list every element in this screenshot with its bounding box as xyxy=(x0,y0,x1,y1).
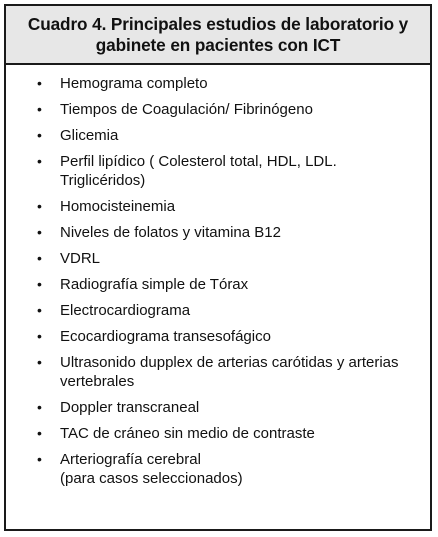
list-item-text: VDRL xyxy=(60,250,101,267)
list-item-text: Hemograma completo xyxy=(60,75,208,92)
list-item-text: Homocisteinemia xyxy=(60,198,176,215)
list-item-text: Arteriografía cerebral xyxy=(60,451,201,468)
list-item xyxy=(6,398,430,417)
list-item xyxy=(6,424,430,443)
list-item-text-continued: vertebrales xyxy=(60,373,135,390)
list-item xyxy=(6,152,430,190)
bullet-icon: • xyxy=(37,198,42,214)
list-item-text: Ultrasonido dupplex de arterias carótidas y arterias xyxy=(60,354,399,371)
list-item-text: Electrocardiograma xyxy=(60,302,191,319)
list-item-text: Doppler transcraneal xyxy=(60,399,200,416)
table-title xyxy=(28,14,408,56)
bullet-icon: • xyxy=(37,250,42,266)
bullet-icon: • xyxy=(37,451,42,467)
bullet-icon: • xyxy=(37,75,42,91)
list-item-text-continued: (para casos seleccionados) xyxy=(60,470,243,487)
list-item-text: Ecocardiograma transesofágico xyxy=(60,328,271,345)
list-item-text: Radiografía simple de Tórax xyxy=(60,276,249,293)
list-item-text: TAC de cráneo sin medio de contraste xyxy=(60,425,315,442)
list-item xyxy=(6,126,430,145)
table-title-line-1: Cuadro 4. Principales estudios de laboratorio y xyxy=(27,13,409,34)
list-item-text: Niveles de folatos y vitamina B12 xyxy=(60,224,281,241)
bullet-icon: • xyxy=(37,354,42,370)
bullet-icon: • xyxy=(37,425,42,441)
bullet-icon: • xyxy=(37,399,42,415)
list-item xyxy=(6,197,430,216)
bullet-icon: • xyxy=(37,101,42,117)
bullet-icon: • xyxy=(37,224,42,240)
bullet-icon: • xyxy=(37,276,42,292)
table-header xyxy=(6,6,430,65)
list-item xyxy=(6,275,430,294)
list-item-text: Glicemia xyxy=(60,127,119,144)
list-item xyxy=(6,100,430,119)
bullet-icon: • xyxy=(37,127,42,143)
table-title-line-2: gabinete en pacientes con ICT xyxy=(95,34,341,55)
bullet-icon: • xyxy=(37,302,42,318)
list-item-text: Perfil lipídico ( Colesterol total, HDL, LDL. xyxy=(60,153,337,170)
bullet-icon: • xyxy=(37,328,42,344)
list-item xyxy=(6,223,430,242)
list-item-text-continued: Triglicéridos) xyxy=(60,172,146,189)
table-box xyxy=(4,4,432,531)
list-item xyxy=(6,353,430,391)
bullet-icon: • xyxy=(37,153,42,169)
studies-list xyxy=(6,65,430,488)
list-item xyxy=(6,301,430,320)
list-item xyxy=(6,327,430,346)
list-item xyxy=(6,450,430,488)
list-item xyxy=(6,74,430,93)
list-item-text: Tiempos de Coagulación/ Fibrinógeno xyxy=(60,101,313,118)
list-item xyxy=(6,249,430,268)
